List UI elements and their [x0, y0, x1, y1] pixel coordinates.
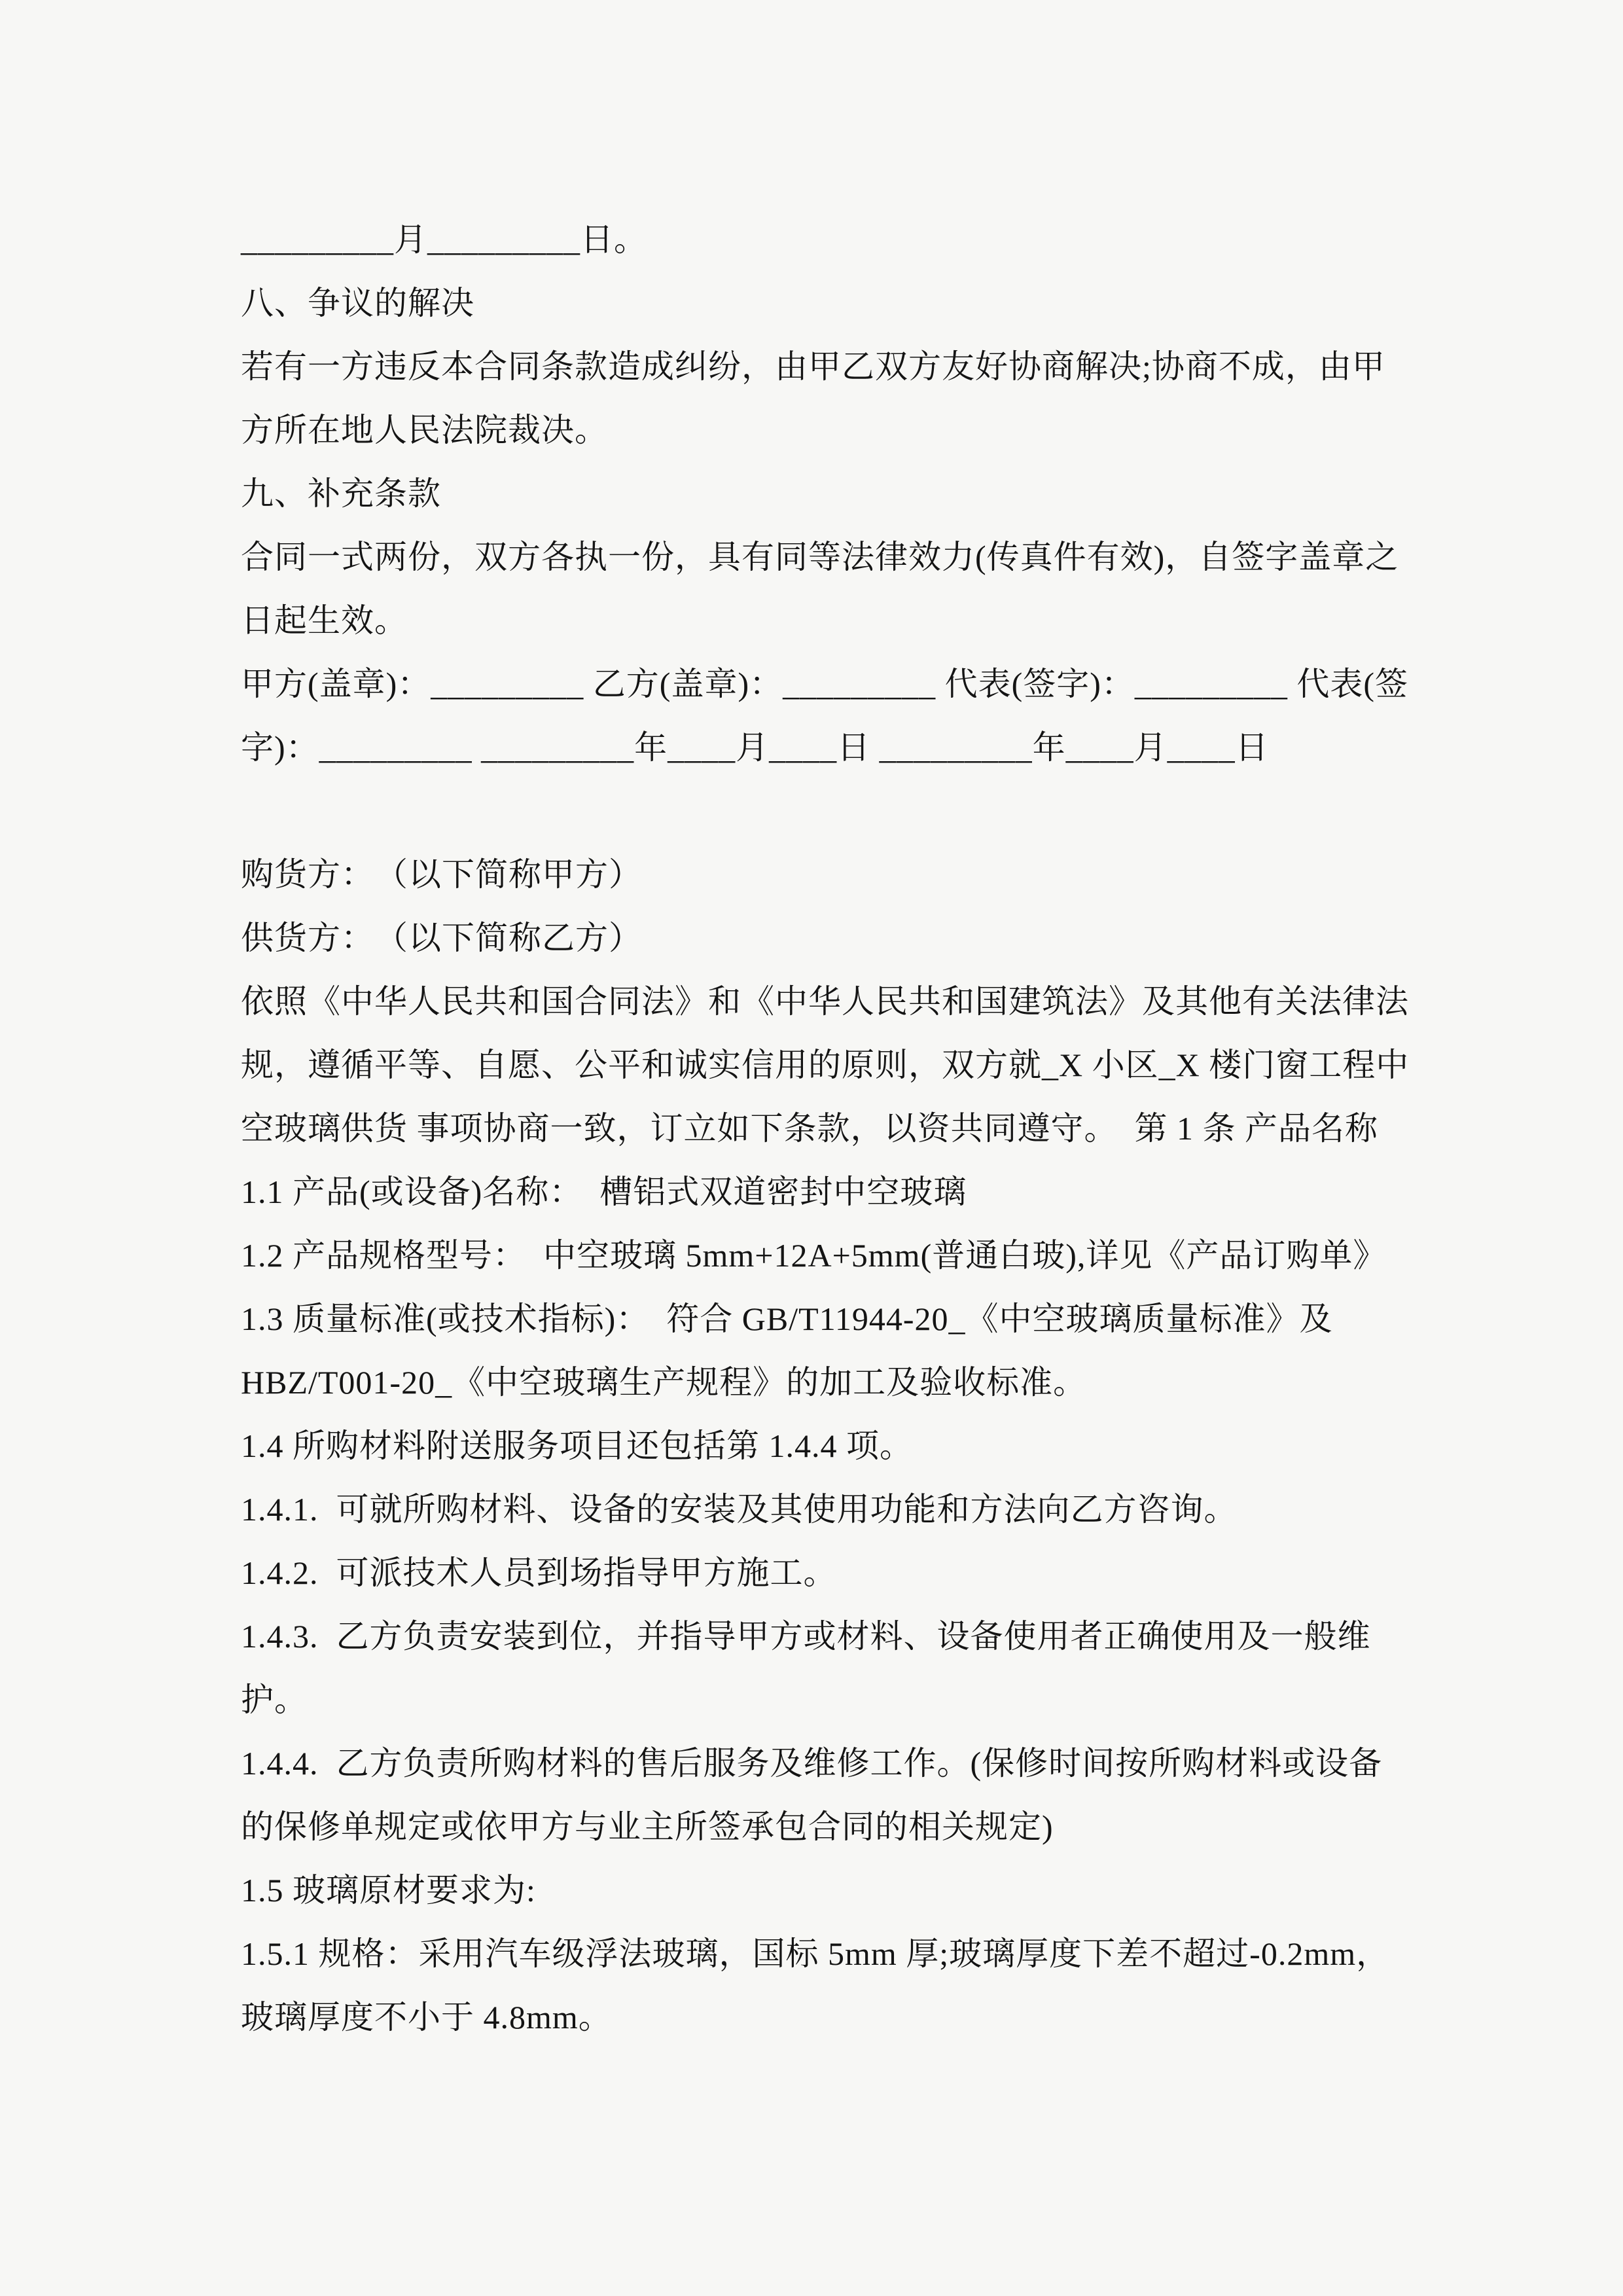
clause-line: 1.4.3. 乙方负责安装到位，并指导甲方或材料、设备使用者正确使用及一般维: [241, 1618, 1371, 1655]
contract-section-heading: 九、补充条款: [241, 475, 441, 512]
contract-line: 空玻璃供货 事项协商一致，订立如下条款，以资共同遵守。 第 1 条 产品名称: [241, 1110, 1378, 1147]
clause-line: 玻璃厚度不小于 4.8mm。: [241, 1999, 612, 2036]
clause-line: 1.4.4. 乙方负责所购材料的售后服务及维修工作。(保修时间按所购材料或设备: [241, 1745, 1383, 1782]
clause-line: 的保修单规定或依甲方与业主所签承包合同的相关规定): [241, 1808, 1054, 1845]
clause-line: 1.4.1. 可就所购材料、设备的安装及其使用功能和方法向乙方咨询。: [241, 1491, 1238, 1528]
clause-line: HBZ/T001-20_《中空玻璃生产规程》的加工及验收标准。: [241, 1364, 1087, 1401]
blank-line: [241, 780, 1406, 843]
contract-line: _________月_________日。: [241, 221, 647, 258]
clause-line: 1.3 质量标准(或技术指标)： 符合 GB/T11944-20_《中空玻璃质量标准》及: [241, 1300, 1333, 1337]
party-line-buyer: 购货方： （以下简称甲方）: [241, 856, 642, 893]
contract-line: 若有一方违反本合同条款造成纠纷，由甲乙双方友好协商解决;协商不成，由甲: [241, 348, 1385, 385]
clause-line: 1.4 所购材料附送服务项目还包括第 1.4.4 项。: [241, 1427, 913, 1464]
contract-line: 方所在地人民法院裁决。: [241, 412, 608, 448]
contract-line: 合同一式两份，双方各执一份，具有同等法律效力(传真件有效)，自签字盖章之: [241, 539, 1399, 575]
party-line-supplier: 供货方： （以下简称乙方）: [241, 920, 642, 956]
signature-line: 甲方(盖章)：_________ 乙方(盖章)：_________ 代表(签字)：_________ 代表(签: [241, 666, 1409, 702]
clause-line: 1.4.2. 可派技术人员到场指导甲方施工。: [241, 1554, 837, 1591]
contract-line: 依照《中华人民共和国合同法》和《中华人民共和国建筑法》及其他有关法律法: [241, 983, 1409, 1020]
contract-text-block: [241, 208, 1410, 2049]
clause-line: 1.5 玻璃原材要求为:: [241, 1872, 536, 1909]
contract-line: 规，遵循平等、自愿、公平和诚实信用的原则，双方就_X 小区_X 楼门窗工程中: [241, 1047, 1410, 1083]
clause-line: 护。: [241, 1681, 308, 1718]
clause-line: 1.1 产品(或设备)名称： 槽铝式双道密封中空玻璃: [241, 1174, 967, 1210]
clause-line: 1.2 产品规格型号： 中空玻璃 5mm+12A+5mm(普通白玻),详见《产品订购单》: [241, 1237, 1387, 1274]
contract-line: 日起生效。: [241, 602, 408, 639]
clause-line: 1.5.1 规格：采用汽车级浮法玻璃，国标 5mm 厚;玻璃厚度下差不超过-0.2mm，: [241, 1935, 1390, 1972]
contract-section-heading: 八、争议的解决: [241, 285, 474, 321]
signature-line: 字)：_________ _________年____月____日 _________年____月____日: [241, 729, 1269, 766]
